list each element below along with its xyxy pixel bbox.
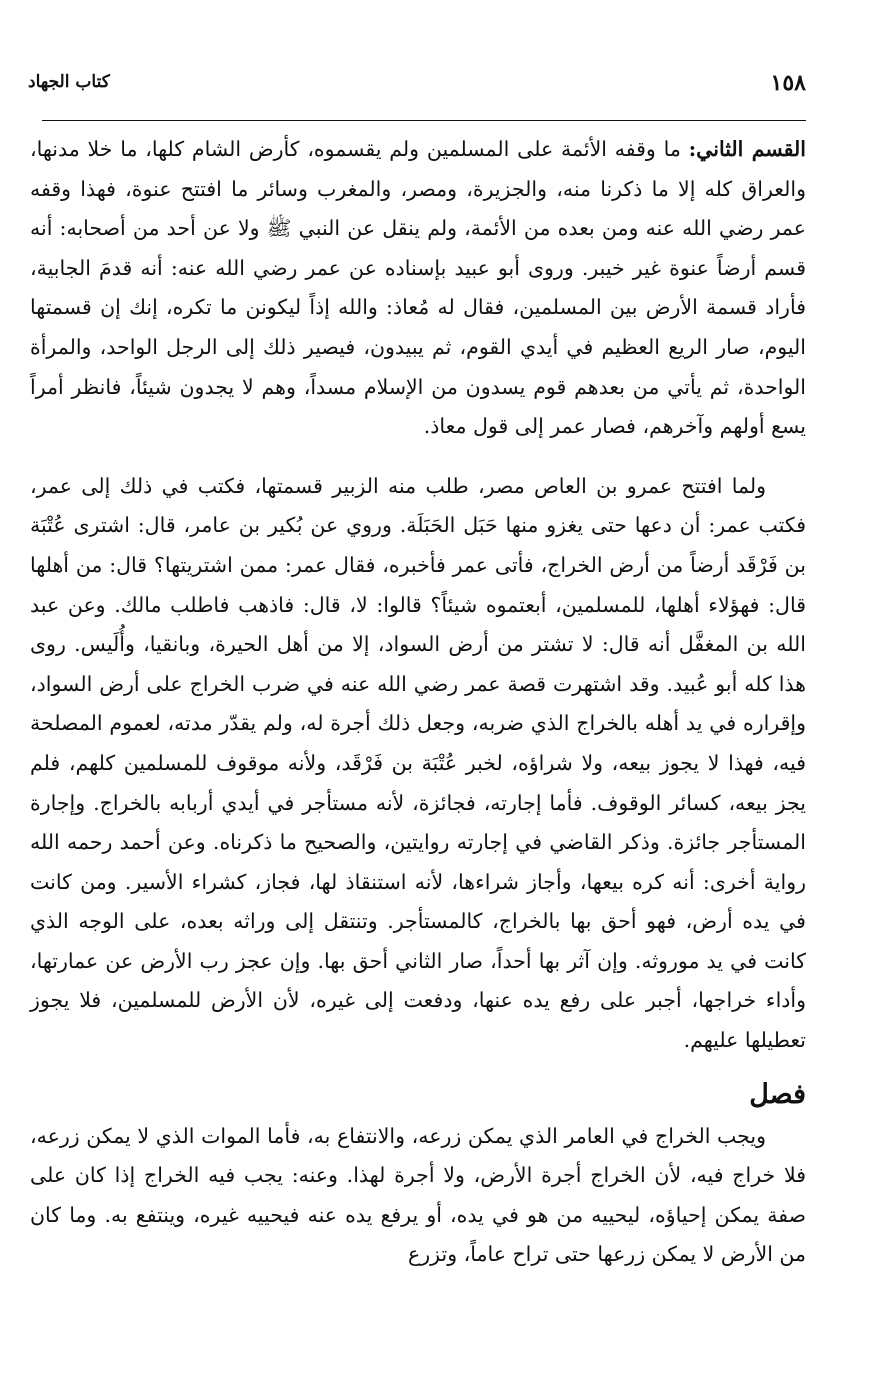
paragraph-second-section: [30, 130, 806, 447]
section-lead: القسم الثاني:: [688, 137, 806, 161]
header-rule: [42, 120, 806, 121]
paragraph-text: ما وقفه الأئمة على المسلمين ولم يقسموه، كأرض الشام كلها، ما خلا مدنها، والعراق كله إلا ما ذكرنا منه، والجزيرة، ومصر، والمغرب وسائر ما افتتح عنوة، فهذا وقفه عمر رضي الله عنه ومن بعده من الأئمة، ولم ينقل عن النبي ﷺ ولا عن أحد من أصحابه: أنه قسم أرضاً عنوة غير خيبر. وروى أبو عبيد بإسناده عن عمر رضي الله عنه: أنه قدمَ الجابية، فأراد قسمة الأرض بين المسلمين، فقال له مُعاذ: والله إذاً ليكونن ما تكره، إنك إن قسمتها اليوم، صار الريع العظيم في أيدي القوم، ثم يبيدون، فيصير ذلك إلى الرجل الواحد، والمرأة الواحدة، ثم يأتي من بعدهم قوم يسدون من الإسلام مسداً، وهم لا يجدون شيئاً، فانظر أمراً يسع أولهم وآخرهم، فصار عمر إلى قول معاذ.: [30, 137, 806, 439]
paragraph-text: ولما افتتح عمرو بن العاص مصر، طلب منه الزبير قسمتها، فكتب في ذلك إلى عمر، فكتب عمر: أن دعها حتى يغزو منها حَبَل الحَبَلَة. وروي عن بُكير بن عامر، قال: اشترى عُتْبَة بن فَرْقَد أرضاً من أرض الخراج، فأتى عمر فأخبره، فقال عمر: ممن اشتريتها؟ قال: من أهلها قال: فهؤلاء أهلها، للمسلمين، أبعتموه شيئاً؟ قالوا: لا، قال: فاذهب فاطلب مالك. وعن عبد الله بن المغفَّل أنه قال: لا تشتر من أرض السواد، إلا من أهل الحيرة، وبانقيا، وأُلَيس. روى هذا كله أبو عُبيد. وقد اشتهرت قصة عمر رضي الله عنه في ضرب الخراج على أرض السواد، وإقراره في يد أهله بالخراج الذي ضربه، وجعل ذلك أجرة له، ولم يقدّر مدته، لعموم المصلحة فيه، فهذا لا يجوز بيعه، ولا شراؤه، لخبر عُتْبَة بن فَرْقَد، ولأنه موقوف للمسلمين كلهم، فلم يجز بيعه، كسائر الوقوف. فأما إجارته، فجائزة، لأنه مستأجر في أيدي أربابه بالخراج. وإجارة المستأجر جائزة. وذكر القاضي في إجارته روايتين، والصحيح ما ذكرناه. وعن أحمد رحمه الله رواية أخرى: أنه كره بيعها، وأجاز شراءها، لأنه استنقاذ لها، فجاز، كشراء الأسير. ومن كانت في يده أرض، فهو أحق بها بالخراج، كالمستأجر. وتنتقل إلى وراثه بعده، على الوجه الذي كانت في يد موروثه. وإن آثر بها أحداً، صار الثاني أحق بها. وإن عجز رب الأرض عن عمارتها، وأداء خراجها، أجبر على رفع يده عنها، ودفعت إلى غيره، لأن الأرض للمسلمين، فلا يجوز تعطيلها عليهم.: [30, 473, 806, 1053]
section-heading: فصل: [749, 1078, 806, 1110]
page-header: [28, 68, 806, 112]
paragraph-conquest-of-egypt: [30, 467, 806, 1061]
paragraph-text: ويجب الخراج في العامر الذي يمكن زرعه، والانتفاع به، فأما الموات الذي لا يمكن زرعه، فلا خراج فيه، لأن الخراج أجرة الأرض، ولا أجرة لهذا. وعنه: يجب فيه الخراج إذا كان على صفة يمكن إحياؤه، ليحييه من هو في يده، أو يرفع يده عنه فيحييه غيره، وينتفع به. وما كان من الأرض لا يمكن زرعها حتى تراح عاماً، وتزرع: [30, 1123, 806, 1267]
page-body: [30, 130, 806, 1275]
paragraph-kharaj-rules: [30, 1117, 806, 1275]
page-number: ١٥٨: [770, 70, 806, 96]
running-title: كتاب الجهاد: [28, 72, 110, 92]
